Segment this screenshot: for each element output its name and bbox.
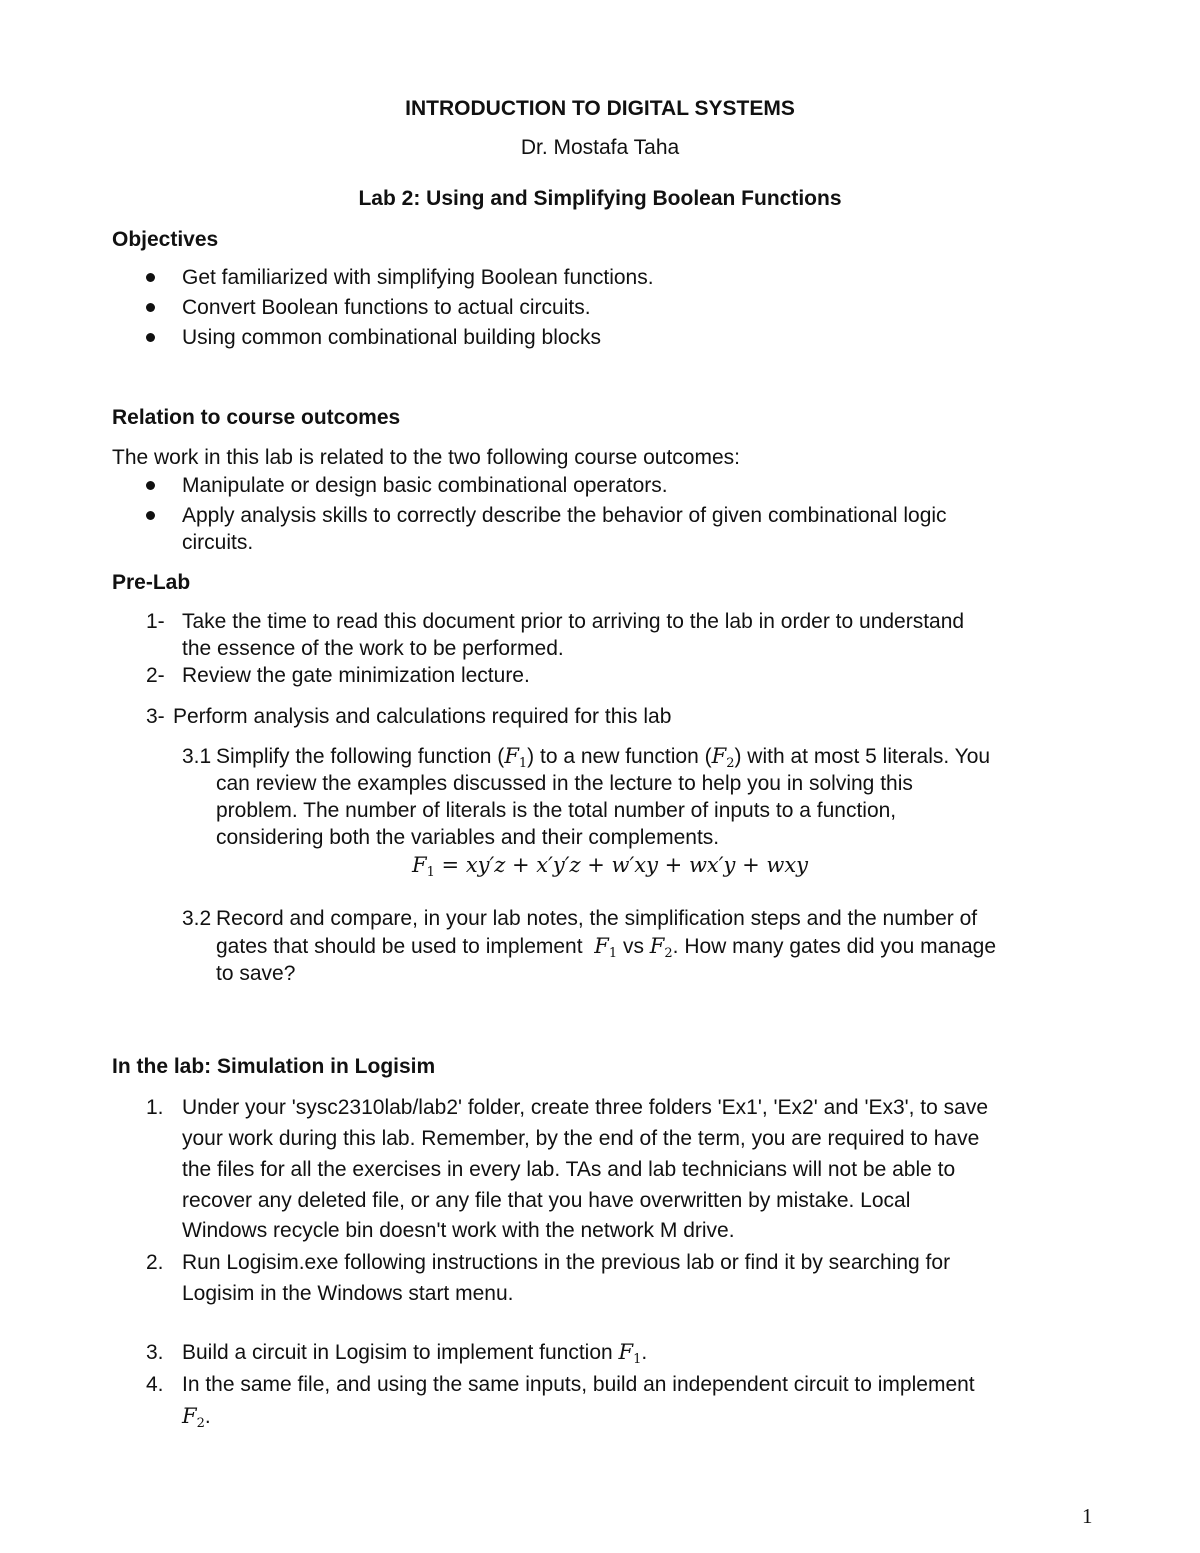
subitem-text: Record and compare, in your lab notes, the simplification steps and the number of — [216, 907, 978, 930]
inlab-item-text: Windows recycle bin doesn't work with the network M drive. — [182, 1219, 735, 1242]
math-symbol: F — [504, 744, 519, 768]
subitem-text: Simplify the following function ( — [216, 745, 505, 768]
math-f1 — [618, 1340, 642, 1367]
inlab-item-text: Under your 'sysc2310lab/lab2' folder, create three folders 'Ex1', 'Ex2' and 'Ex3', to save — [182, 1096, 989, 1119]
prelab-item-text: Review the gate minimization lecture. — [182, 664, 530, 687]
inlab-heading: In the lab: Simulation in Logisim — [112, 1055, 436, 1078]
math-symbol: F — [594, 934, 609, 958]
outcome-item: Manipulate or design basic combinational operators. — [182, 474, 668, 497]
math-subscript: 1 — [426, 865, 435, 880]
subitem-number: 3.1 — [182, 745, 212, 768]
math-subscript: 1 — [633, 1352, 642, 1367]
page-number: 1 — [1082, 1504, 1093, 1528]
inlab-item-number: 3. — [146, 1341, 164, 1364]
subitem-text: to save? — [216, 962, 296, 985]
objective-item: Get familiarized with simplifying Boolean functions. — [182, 266, 654, 289]
subitem-text: gates that should be used to implement — [216, 935, 583, 958]
bullet-icon — [146, 511, 155, 520]
lab-title: Lab 2: Using and Simplifying Boolean Functions — [358, 187, 842, 210]
bullet-icon — [146, 303, 155, 312]
bullet-icon — [146, 333, 155, 342]
period: . — [641, 1341, 648, 1364]
math-symbol: F — [618, 1340, 634, 1364]
subitem-text: vs — [622, 935, 644, 958]
prelab-item-text: Take the time to read this document prior to arriving to the lab in order to understand — [182, 610, 965, 633]
period: . — [204, 1405, 211, 1428]
math-f2 — [711, 744, 735, 771]
math-subscript: 2 — [196, 1416, 205, 1431]
outcomes-heading: Relation to course outcomes — [112, 406, 401, 429]
math-f1 — [594, 934, 618, 961]
equation-f1 — [412, 853, 808, 878]
inlab-item-number: 1. — [146, 1096, 164, 1119]
subitem-text: ) with at most 5 literals. You — [734, 745, 991, 768]
math-symbol: F — [182, 1404, 197, 1428]
math-symbol: F — [711, 744, 727, 768]
inlab-item-text: recover any deleted file, or any file that you have overwritten by mistake. Local — [182, 1189, 911, 1212]
math-subscript: 2 — [664, 946, 673, 961]
bullet-icon — [146, 273, 155, 282]
math-f2 — [649, 934, 673, 961]
course-title: INTRODUCTION TO DIGITAL SYSTEMS — [405, 97, 795, 120]
objective-item: Using common combinational building blocks — [182, 326, 602, 349]
inlab-item-text: Run Logisim.exe following instructions in the previous lab or find it by searching for — [182, 1251, 951, 1274]
subitem-text: . How many gates did you manage — [672, 935, 997, 958]
bullet-icon — [146, 481, 155, 490]
prelab-item-number: 2- — [146, 664, 165, 687]
outcomes-intro: The work in this lab is related to the two following course outcomes: — [112, 446, 740, 469]
objectives-heading: Objectives — [112, 228, 219, 251]
prelab-item-text: Perform analysis and calculations required for this lab — [173, 705, 672, 728]
inlab-item-number: 2. — [146, 1251, 164, 1274]
inlab-item-number: 4. — [146, 1373, 164, 1396]
equation-text: = xy′z + x′y′z + w′xy + wx′y + wxy — [441, 853, 809, 877]
inlab-item-text: Build a circuit in Logisim to implement function — [182, 1341, 613, 1364]
prelab-item-number: 3- — [146, 705, 165, 728]
math-symbol: F — [649, 934, 665, 958]
inlab-item-text: Logisim in the Windows start menu. — [182, 1282, 514, 1305]
math-f1 — [504, 744, 528, 771]
prelab-item-text: the essence of the work to be performed. — [182, 637, 564, 660]
prelab-item-number: 1- — [146, 610, 165, 633]
outcome-item: Apply analysis skills to correctly describe the behavior of given combinational logic — [182, 504, 947, 527]
subitem-text: problem. The number of literals is the total number of inputs to a function, — [216, 799, 897, 822]
inlab-item-text: the files for all the exercises in every lab. TAs and lab technicians will not be able to — [182, 1158, 956, 1181]
author-name: Dr. Mostafa Taha — [520, 136, 680, 159]
math-symbol: F — [412, 853, 427, 877]
inlab-item-line — [182, 1404, 211, 1429]
subitem-text: considering both the variables and their complements. — [216, 826, 720, 849]
subitem-line — [216, 744, 990, 769]
objective-item: Convert Boolean functions to actual circuits. — [182, 296, 591, 319]
math-subscript: 1 — [608, 946, 618, 961]
math-subscript: 1 — [518, 756, 528, 771]
prelab-heading: Pre-Lab — [112, 571, 191, 594]
subitem-number: 3.2 — [182, 907, 212, 930]
inlab-item-text: your work during this lab. Remember, by the end of the term, you are required to have — [182, 1127, 980, 1150]
inlab-item-line — [182, 1340, 647, 1365]
subitem-text: can review the examples discussed in the lecture to help you in solving this — [216, 772, 913, 795]
subitem-line — [216, 934, 996, 959]
inlab-item-text: In the same file, and using the same inputs, build an independent circuit to implement — [182, 1373, 975, 1396]
outcome-item-continued: circuits. — [182, 531, 254, 554]
subitem-text: ) to a new function ( — [527, 745, 712, 768]
math-subscript: 2 — [726, 756, 735, 771]
math-f2 — [182, 1404, 205, 1431]
